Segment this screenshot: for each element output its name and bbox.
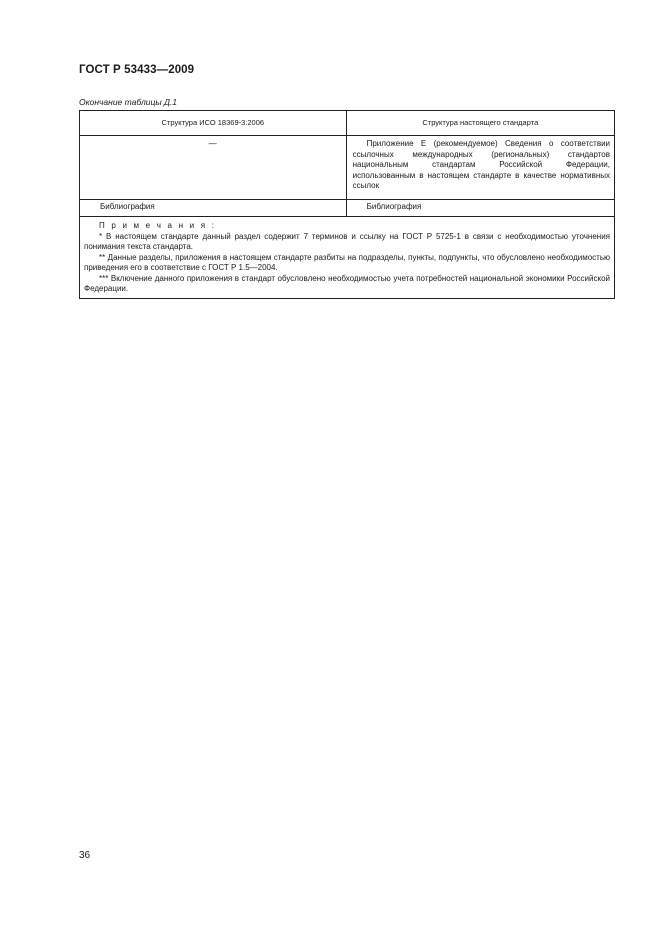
- table-notes-row: [80, 217, 615, 299]
- table-cell-standard-bibliography: Библиография: [346, 200, 614, 217]
- note-item: ** Данные разделы, приложения в настоящем стандарте разбиты на подразделы, пункты, подпункты, что обусловлено необходимостью приведения его в соответствие с ГОСТ Р 1.5—2004.: [84, 252, 610, 272]
- structure-comparison-table: [79, 110, 615, 299]
- table-row: [80, 136, 615, 200]
- table-cell-appendix-e: [346, 136, 614, 200]
- page-number: 36: [79, 850, 91, 861]
- header-cell-standard-structure: Структура настоящего стандарта: [346, 111, 614, 136]
- table-cell-iso-empty: —: [80, 136, 347, 200]
- table-header-row: [80, 111, 615, 136]
- notes-cell: [80, 217, 615, 299]
- note-item: * В настоящем стандарте данный раздел содержит 7 терминов и ссылку на ГОСТ Р 5725-1 в связи с необходимостью уточнения понимания текста стандарта.: [84, 231, 610, 251]
- notes-title: П р и м е ч а н и я :: [99, 221, 217, 230]
- table-row: [80, 200, 615, 217]
- note-item: *** Включение данного приложения в стандарт обусловлено необходимостью учета потребностей национальной экономики Российской Федерации.: [84, 273, 610, 293]
- table-cell-iso-bibliography: Библиография: [80, 200, 347, 217]
- header-cell-iso-structure: Структура ИСО 18369-3:2006: [80, 111, 347, 136]
- document-header: ГОСТ Р 53433—2009: [79, 64, 195, 76]
- appendix-e-text: Приложение Е (рекомендуемое) Сведения о соответствии ссылочных международных (региональных) стандартов национальным стандартам Российской Федерации, использованным в настоящем стандарте в качестве нормативных ссылок: [352, 139, 610, 190]
- table-caption: Окончание таблицы Д.1: [79, 97, 178, 107]
